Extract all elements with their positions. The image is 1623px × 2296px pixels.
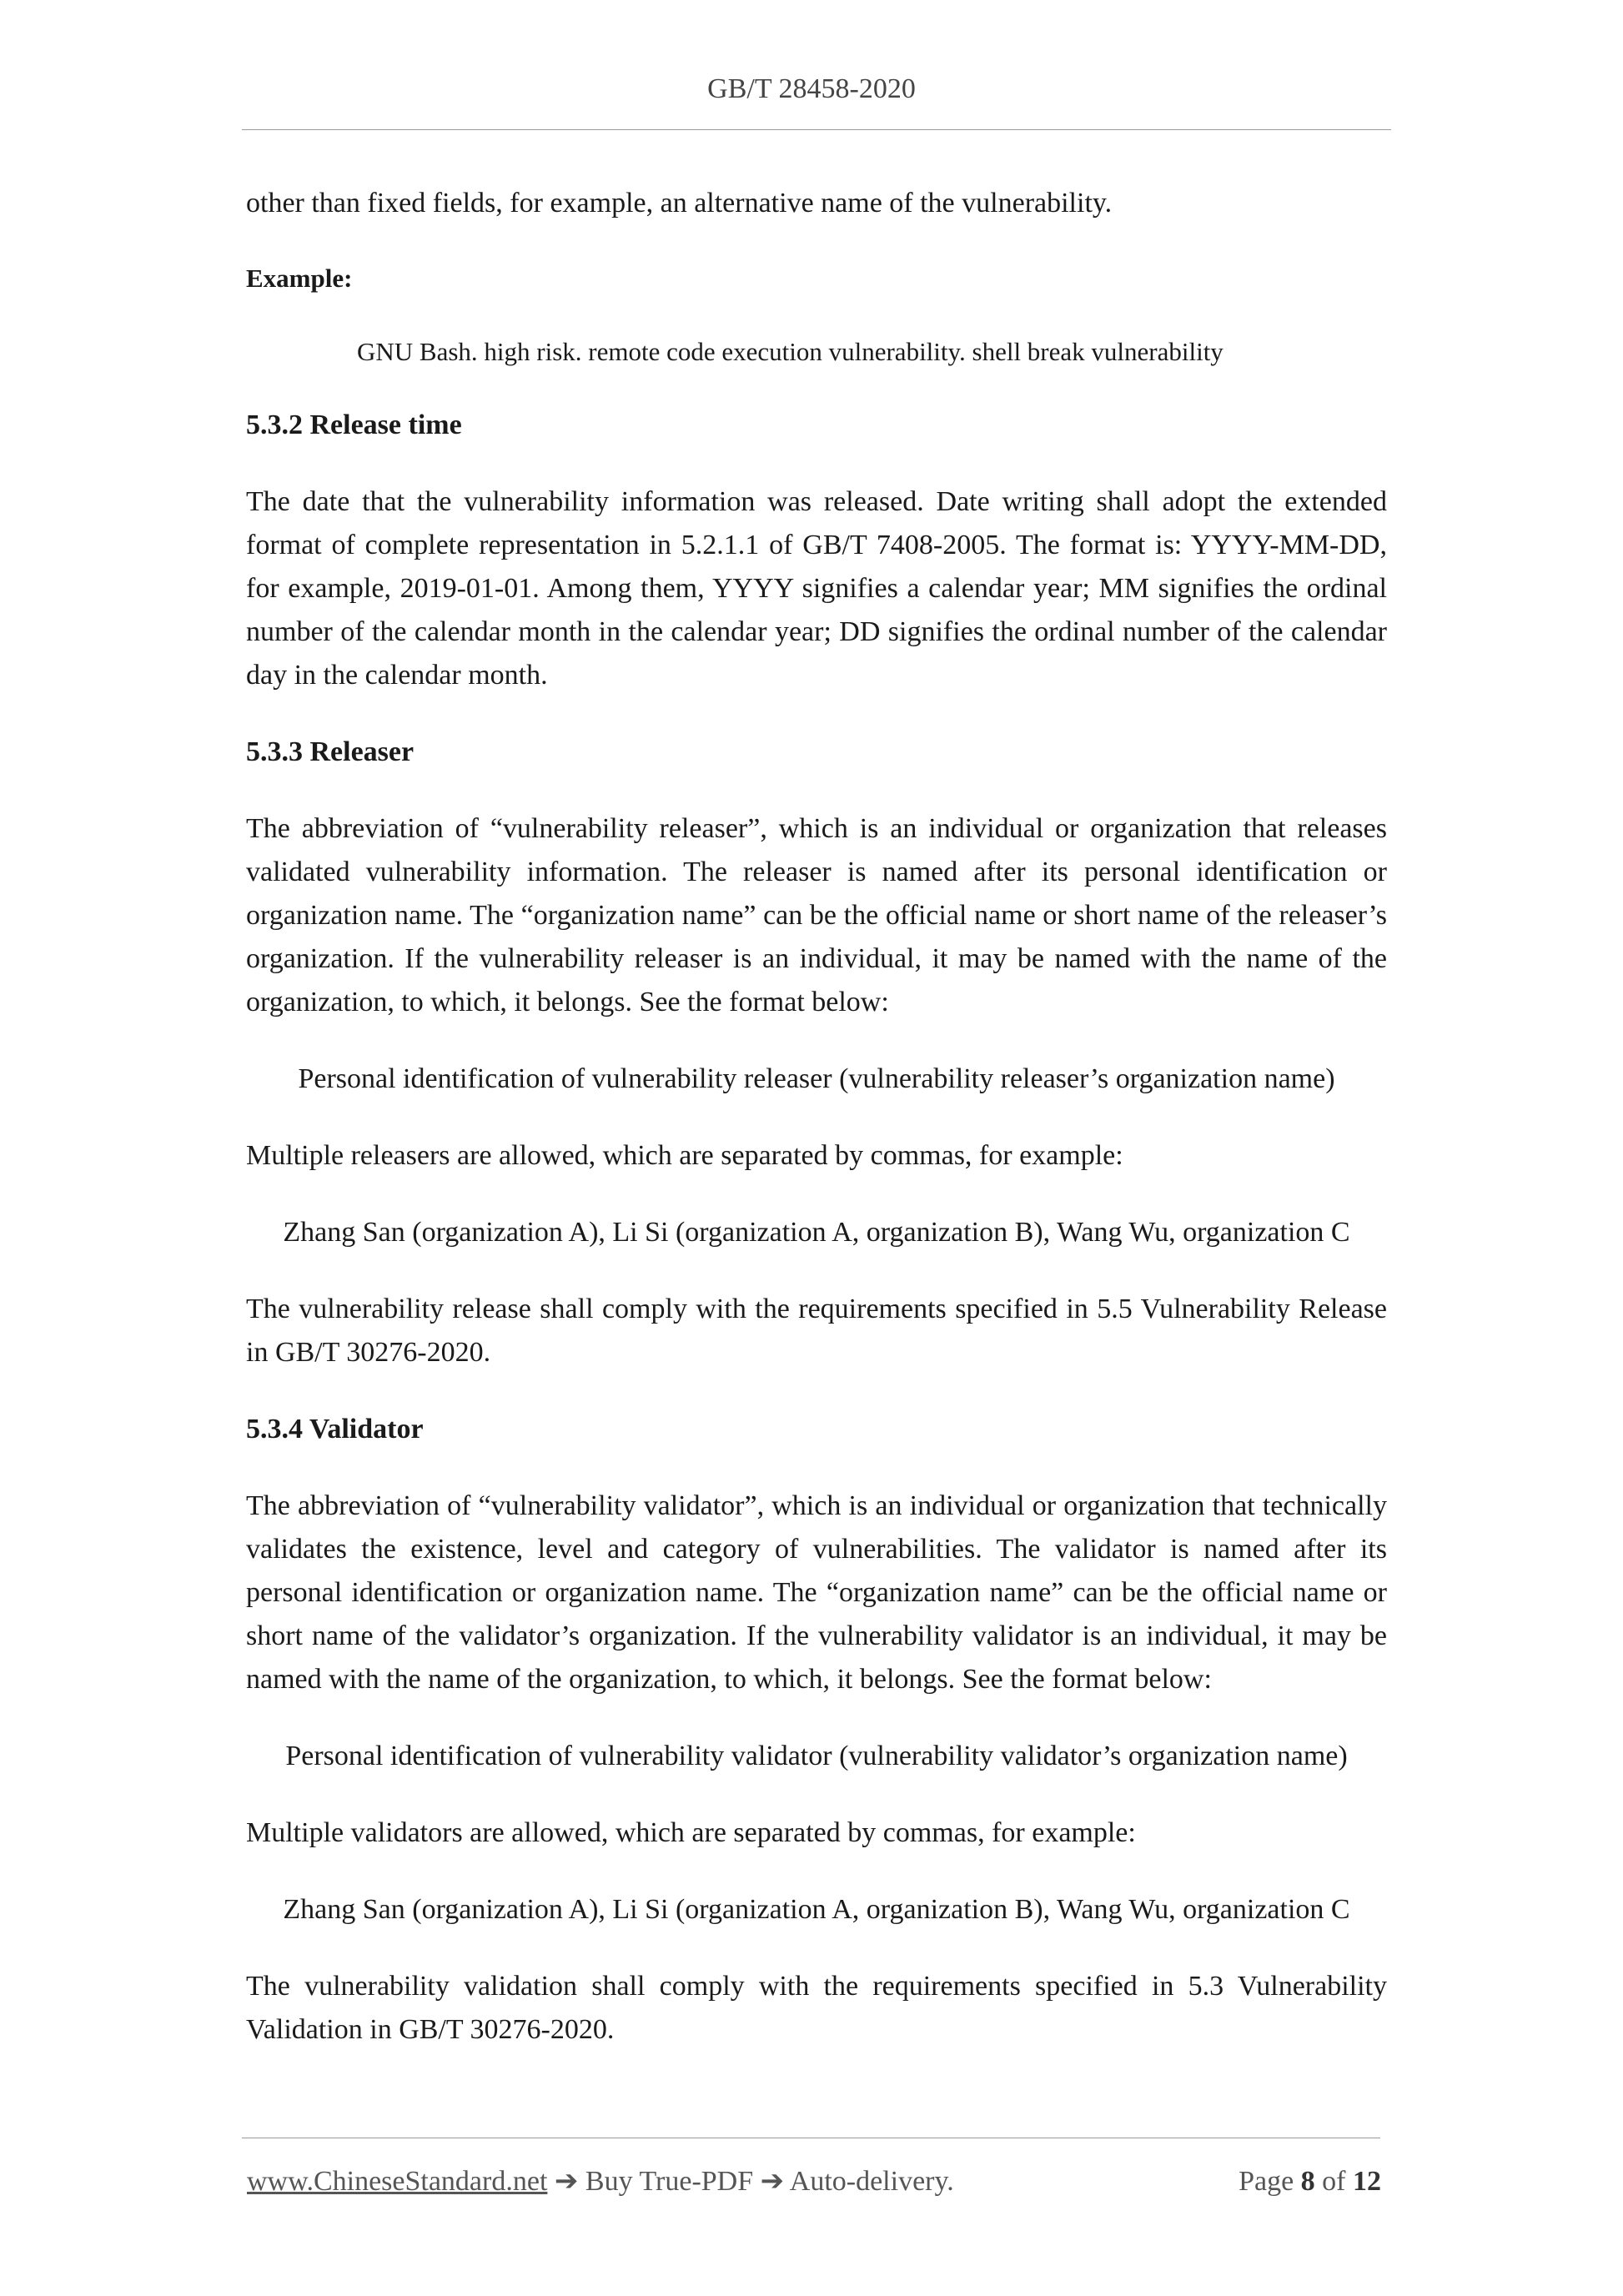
page-of: of (1322, 2166, 1346, 2197)
footer-promo (247, 2160, 954, 2203)
page-header-title: GB/T 28458-2020 (707, 73, 916, 104)
releaser-multiple: Multiple releasers are allowed, which are separated by commas, for example: (246, 1140, 1123, 1171)
header-divider (242, 129, 1391, 130)
validator-comply: The vulnerability validation shall comply with the requirements specified in 5.3 Vulnerability Validation in GB/T 30276-2020. (246, 1971, 1387, 2045)
footer-buy-text: Buy True-PDF (585, 2166, 754, 2197)
releaser-paragraph: The abbreviation of “vulnerability releaser”, which is an individual or organization that releases validated vulnerability information. The releaser is named after its personal identification or organization name. The “organization name” can be the official name or short name of the releaser’s organization. If the vulnerability releaser is an individual, it may be named with the name of the organization, to which, it belongs. See the format below: (246, 813, 1387, 1017)
releaser-format: Personal identification of vulnerability releaser (vulnerability releaser’s organization name) (298, 1063, 1335, 1094)
footer-delivery-text: Auto-delivery. (789, 2166, 954, 2197)
document-body (246, 182, 1387, 2085)
validator-multiple: Multiple validators are allowed, which are separated by commas, for example: (246, 1817, 1136, 1848)
arrow-right-icon: ➔ (760, 2166, 785, 2197)
example-text: GNU Bash. high risk. remote code execution vulnerability. shell break vulnerability (357, 337, 1224, 366)
page-label: Page (1239, 2166, 1294, 2197)
validator-example: Zhang San (organization A), Li Si (organization A, organization B), Wang Wu, organization C (283, 1894, 1350, 1925)
chinesestandard-link[interactable]: www.ChineseStandard.net (247, 2166, 548, 2197)
page-current: 8 (1300, 2166, 1315, 2197)
section-heading-releaser: 5.3.3 Releaser (246, 736, 415, 767)
section-heading-validator: 5.3.4 Validator (246, 1414, 424, 1444)
example-label: Example: (246, 264, 353, 293)
validator-paragraph: The abbreviation of “vulnerability validator”, which is an individual or organization that technically validates the existence, level and category of vulnerabilities. The validator is named after its personal identification or organization name. The “organization name” can be the official name or short name of the validator’s organization. If the vulnerability validator is an individual, it may be named with the name of the organization, to which, it belongs. See the format below: (246, 1490, 1387, 1695)
validator-format: Personal identification of vulnerability validator (vulnerability validator’s organization name) (285, 1741, 1348, 1771)
releaser-comply: The vulnerability release shall comply with the requirements specified in 5.5 Vulnerability Release in GB/T 30276-2020. (246, 1294, 1387, 1368)
arrow-right-icon: ➔ (554, 2166, 579, 2197)
releaser-example: Zhang San (organization A), Li Si (organization A, organization B), Wang Wu, organization C (283, 1217, 1350, 1248)
release-time-paragraph: The date that the vulnerability information was released. Date writing shall adopt the extended format of complete representation in 5.2.1.1 of GB/T 7408-2005. The format is: YYYY-MM-DD, for example, 2019-01-01. Among them, YYYY signifies a calendar year; MM signifies the ordinal number of the calendar month in the calendar year; DD signifies the ordinal number of the calendar day in the calendar month. (246, 486, 1387, 691)
section-heading-release-time: 5.3.2 Release time (246, 409, 462, 440)
page-number (1239, 2160, 1381, 2203)
page-total: 12 (1353, 2166, 1381, 2197)
intro-paragraph: other than fixed fields, for example, an alternative name of the vulnerability. (246, 188, 1113, 219)
